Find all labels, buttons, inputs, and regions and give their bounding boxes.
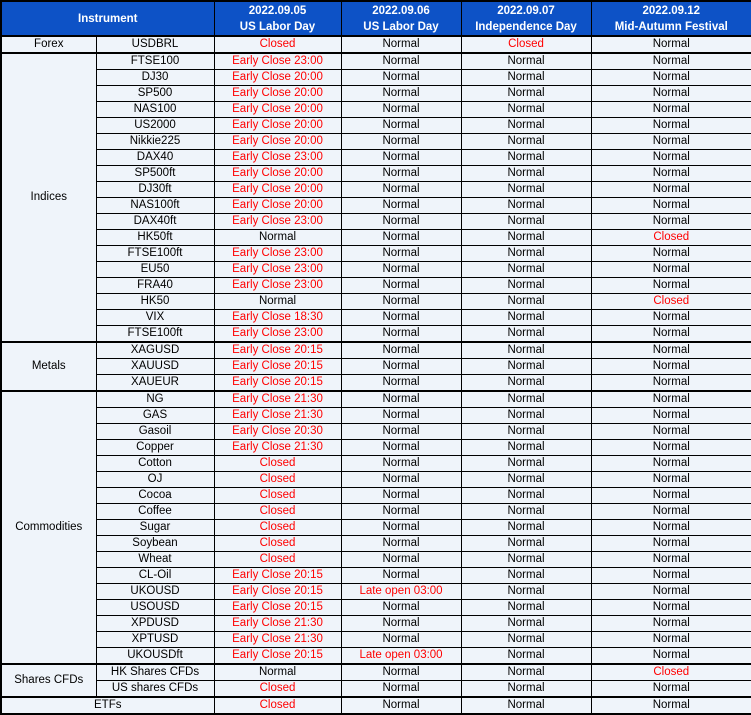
instrument-cell: HK Shares CFDs	[96, 664, 214, 681]
status-cell-normal: Normal	[341, 230, 461, 246]
status-cell-normal: Normal	[591, 310, 751, 326]
table-row	[1, 310, 751, 326]
table-row	[1, 102, 751, 118]
status-cell-normal: Normal	[461, 53, 591, 70]
status-cell-special: Early Close 20:00	[214, 70, 341, 86]
table-row	[1, 294, 751, 310]
table-row	[1, 488, 751, 504]
status-cell-normal: Normal	[461, 536, 591, 552]
column-header-date	[341, 1, 461, 36]
status-cell-special: Closed	[214, 697, 341, 714]
table-row	[1, 584, 751, 600]
status-cell-special: Closed	[214, 552, 341, 568]
status-cell-special: Early Close 23:00	[214, 262, 341, 278]
table-row	[1, 568, 751, 584]
instrument-cell: DAX40	[96, 150, 214, 166]
status-cell-normal: Normal	[591, 36, 751, 53]
status-cell-normal: Normal	[461, 391, 591, 408]
status-cell-special: Early Close 21:30	[214, 408, 341, 424]
category-cell: Indices	[1, 53, 96, 342]
status-cell-special: Early Close 20:15	[214, 584, 341, 600]
status-cell-normal: Normal	[461, 86, 591, 102]
status-cell-normal: Normal	[341, 134, 461, 150]
table-row	[1, 552, 751, 568]
table-row	[1, 278, 751, 294]
instrument-cell: UKOUSDft	[96, 648, 214, 665]
table-header	[1, 1, 751, 36]
status-cell-normal: Normal	[591, 118, 751, 134]
status-cell-normal: Normal	[461, 632, 591, 648]
status-cell-normal: Normal	[591, 70, 751, 86]
status-cell-normal: Normal	[591, 391, 751, 408]
table-row	[1, 342, 751, 359]
table-row	[1, 118, 751, 134]
status-cell-normal: Normal	[591, 150, 751, 166]
table-row	[1, 150, 751, 166]
status-cell-normal: Normal	[341, 359, 461, 375]
instrument-cell: EU50	[96, 262, 214, 278]
status-cell-normal: Normal	[461, 552, 591, 568]
status-cell-normal: Normal	[591, 681, 751, 698]
status-cell-special: Closed	[214, 36, 341, 53]
status-cell-normal: Normal	[341, 182, 461, 198]
status-cell-special: Early Close 23:00	[214, 278, 341, 294]
instrument-cell: OJ	[96, 472, 214, 488]
status-cell-normal: Normal	[341, 424, 461, 440]
status-cell-normal: Normal	[591, 262, 751, 278]
table-row	[1, 408, 751, 424]
table-row	[1, 456, 751, 472]
status-cell-special: Early Close 23:00	[214, 150, 341, 166]
status-cell-normal: Normal	[341, 681, 461, 698]
status-cell-normal: Normal	[591, 488, 751, 504]
instrument-cell: NG	[96, 391, 214, 408]
status-cell-normal: Normal	[341, 70, 461, 86]
table-row	[1, 359, 751, 375]
table-row	[1, 440, 751, 456]
status-cell-special: Early Close 20:15	[214, 648, 341, 665]
table-row	[1, 182, 751, 198]
status-cell-normal: Normal	[591, 375, 751, 392]
status-cell-special: Closed	[591, 294, 751, 310]
status-cell-special: Early Close 23:00	[214, 326, 341, 343]
status-cell-normal: Normal	[461, 310, 591, 326]
status-cell-normal: Normal	[591, 408, 751, 424]
status-cell-special: Early Close 23:00	[214, 53, 341, 70]
status-cell-normal: Normal	[341, 166, 461, 182]
status-cell-normal: Normal	[461, 198, 591, 214]
status-cell-normal: Normal	[461, 440, 591, 456]
instrument-cell: NAS100ft	[96, 198, 214, 214]
status-cell-normal: Normal	[341, 568, 461, 584]
instrument-cell: FTSE100	[96, 53, 214, 70]
status-cell-normal: Normal	[461, 616, 591, 632]
header-holiday-label: US Labor Day	[239, 20, 316, 33]
category-cell: ETFs	[1, 697, 214, 714]
table-row	[1, 648, 751, 665]
header-date-label: 2022.09.07	[497, 4, 555, 17]
instrument-cell: XPDUSD	[96, 616, 214, 632]
status-cell-normal: Normal	[341, 391, 461, 408]
instrument-cell: USOUSD	[96, 600, 214, 616]
instrument-cell: DAX40ft	[96, 214, 214, 230]
status-cell-normal: Normal	[341, 472, 461, 488]
instrument-cell: DJ30ft	[96, 182, 214, 198]
instrument-cell: Soybean	[96, 536, 214, 552]
header-row	[1, 1, 751, 36]
column-header-date	[591, 1, 751, 36]
status-cell-normal: Normal	[461, 262, 591, 278]
status-cell-special: Early Close 20:00	[214, 102, 341, 118]
status-cell-special: Early Close 21:30	[214, 632, 341, 648]
category-cell: Forex	[1, 36, 96, 53]
table-row	[1, 697, 751, 714]
status-cell-special: Early Close 21:30	[214, 616, 341, 632]
status-cell-normal: Normal	[341, 326, 461, 343]
status-cell-normal: Normal	[461, 568, 591, 584]
status-cell-special: Closed	[214, 681, 341, 698]
status-cell-special: Closed	[214, 520, 341, 536]
table-row	[1, 681, 751, 698]
status-cell-normal: Normal	[341, 632, 461, 648]
instrument-cell: CL-Oil	[96, 568, 214, 584]
status-cell-special: Early Close 20:00	[214, 198, 341, 214]
status-cell-normal: Normal	[591, 342, 751, 359]
status-cell-normal: Normal	[461, 230, 591, 246]
status-cell-normal: Normal	[461, 697, 591, 714]
instrument-cell: GAS	[96, 408, 214, 424]
status-cell-normal: Normal	[591, 504, 751, 520]
instrument-cell: DJ30	[96, 70, 214, 86]
status-cell-normal: Normal	[214, 230, 341, 246]
status-cell-normal: Normal	[341, 600, 461, 616]
status-cell-normal: Normal	[341, 118, 461, 134]
status-cell-normal: Normal	[461, 359, 591, 375]
status-cell-special: Closed	[214, 488, 341, 504]
instrument-cell: US2000	[96, 118, 214, 134]
status-cell-normal: Normal	[461, 600, 591, 616]
status-cell-normal: Normal	[461, 70, 591, 86]
status-cell-normal: Normal	[591, 552, 751, 568]
status-cell-normal: Normal	[341, 342, 461, 359]
status-cell-normal: Normal	[591, 472, 751, 488]
status-cell-normal: Normal	[341, 488, 461, 504]
status-cell-special: Early Close 20:00	[214, 118, 341, 134]
table-row	[1, 664, 751, 681]
status-cell-special: Early Close 21:30	[214, 391, 341, 408]
table-row	[1, 472, 751, 488]
category-cell: Commodities	[1, 391, 96, 664]
status-cell-special: Early Close 23:00	[214, 246, 341, 262]
instrument-cell: XAUEUR	[96, 375, 214, 392]
status-cell-special: Early Close 21:30	[214, 440, 341, 456]
instrument-cell: Wheat	[96, 552, 214, 568]
status-cell-normal: Normal	[591, 456, 751, 472]
header-holiday-label: US Labor Day	[363, 20, 439, 33]
instrument-cell: UKOUSD	[96, 584, 214, 600]
table-row	[1, 616, 751, 632]
status-cell-normal: Normal	[591, 182, 751, 198]
table-row	[1, 391, 751, 408]
status-cell-special: Early Close 20:15	[214, 342, 341, 359]
column-header-date	[461, 1, 591, 36]
status-cell-normal: Normal	[341, 616, 461, 632]
status-cell-normal: Normal	[461, 278, 591, 294]
status-cell-special: Closed	[591, 230, 751, 246]
status-cell-normal: Normal	[461, 648, 591, 665]
category-cell: Metals	[1, 342, 96, 391]
instrument-cell: FTSE100ft	[96, 326, 214, 343]
table-row	[1, 36, 751, 53]
table-row	[1, 166, 751, 182]
status-cell-normal: Normal	[341, 536, 461, 552]
status-cell-normal: Normal	[461, 246, 591, 262]
instrument-cell: SP500ft	[96, 166, 214, 182]
status-cell-normal: Normal	[461, 326, 591, 343]
instrument-cell: HK50	[96, 294, 214, 310]
status-cell-special: Early Close 18:30	[214, 310, 341, 326]
status-cell-normal: Normal	[461, 681, 591, 698]
instrument-cell: XAUUSD	[96, 359, 214, 375]
status-cell-normal: Normal	[341, 440, 461, 456]
status-cell-normal: Normal	[461, 584, 591, 600]
status-cell-normal: Normal	[591, 632, 751, 648]
status-cell-normal: Normal	[341, 375, 461, 392]
instrument-cell: XPTUSD	[96, 632, 214, 648]
status-cell-normal: Normal	[341, 246, 461, 262]
status-cell-normal: Normal	[461, 214, 591, 230]
table-row	[1, 86, 751, 102]
status-cell-normal: Normal	[461, 456, 591, 472]
status-cell-special: Closed	[214, 472, 341, 488]
status-cell-special: Early Close 20:00	[214, 134, 341, 150]
status-cell-normal: Normal	[591, 520, 751, 536]
status-cell-normal: Normal	[461, 294, 591, 310]
category-cell: Shares CFDs	[1, 664, 96, 697]
table-row	[1, 262, 751, 278]
instrument-cell: Copper	[96, 440, 214, 456]
status-cell-normal: Normal	[461, 664, 591, 681]
status-cell-normal: Normal	[341, 552, 461, 568]
instrument-cell: FTSE100ft	[96, 246, 214, 262]
status-cell-normal: Normal	[591, 568, 751, 584]
status-cell-normal: Normal	[591, 536, 751, 552]
status-cell-special: Closed	[591, 664, 751, 681]
header-date-label: 2022.09.12	[642, 4, 701, 17]
status-cell-special: Closed	[214, 536, 341, 552]
status-cell-normal: Normal	[461, 134, 591, 150]
status-cell-special: Closed	[461, 36, 591, 53]
status-cell-normal: Normal	[591, 616, 751, 632]
status-cell-normal: Normal	[591, 359, 751, 375]
status-cell-special: Early Close 20:00	[214, 182, 341, 198]
status-cell-normal: Normal	[461, 520, 591, 536]
instrument-cell: Gasoil	[96, 424, 214, 440]
table-row	[1, 504, 751, 520]
status-cell-special: Early Close 23:00	[214, 214, 341, 230]
status-cell-normal: Normal	[214, 664, 341, 681]
status-cell-normal: Normal	[341, 86, 461, 102]
status-cell-normal: Normal	[591, 246, 751, 262]
table-row	[1, 600, 751, 616]
header-holiday-label: Mid-Autumn Festival	[614, 20, 728, 33]
status-cell-normal: Normal	[591, 424, 751, 440]
status-cell-normal: Normal	[341, 294, 461, 310]
header-holiday-label: Independence Day	[475, 20, 577, 33]
instrument-cell: Cotton	[96, 456, 214, 472]
status-cell-normal: Normal	[461, 504, 591, 520]
status-cell-normal: Normal	[341, 456, 461, 472]
instrument-cell: Coffee	[96, 504, 214, 520]
status-cell-normal: Normal	[461, 102, 591, 118]
status-cell-normal: Normal	[461, 150, 591, 166]
instrument-cell: US shares CFDs	[96, 681, 214, 698]
status-cell-special: Closed	[214, 504, 341, 520]
status-cell-normal: Normal	[591, 214, 751, 230]
instrument-cell: Cocoa	[96, 488, 214, 504]
instrument-cell: Nikkie225	[96, 134, 214, 150]
status-cell-normal: Normal	[461, 408, 591, 424]
status-cell-normal: Normal	[591, 86, 751, 102]
status-cell-normal: Normal	[591, 102, 751, 118]
table-body	[1, 36, 751, 714]
instrument-cell: VIX	[96, 310, 214, 326]
instrument-cell: USDBRL	[96, 36, 214, 53]
status-cell-normal: Normal	[591, 198, 751, 214]
status-cell-normal: Normal	[591, 326, 751, 343]
status-cell-normal: Normal	[461, 118, 591, 134]
status-cell-normal: Normal	[461, 342, 591, 359]
table-row	[1, 632, 751, 648]
table-row	[1, 326, 751, 343]
status-cell-normal: Normal	[591, 134, 751, 150]
status-cell-normal: Normal	[461, 488, 591, 504]
table-row	[1, 53, 751, 70]
instrument-cell: SP500	[96, 86, 214, 102]
instrument-column-header: Instrument	[1, 1, 214, 36]
table-row	[1, 536, 751, 552]
status-cell-normal: Normal	[461, 182, 591, 198]
instrument-cell: HK50ft	[96, 230, 214, 246]
status-cell-special: Early Close 20:15	[214, 600, 341, 616]
status-cell-normal: Normal	[341, 214, 461, 230]
status-cell-special: Early Close 20:15	[214, 568, 341, 584]
table-row	[1, 214, 751, 230]
table-row	[1, 375, 751, 392]
table-row	[1, 198, 751, 214]
status-cell-normal: Normal	[591, 584, 751, 600]
status-cell-normal: Normal	[341, 520, 461, 536]
status-cell-normal: Normal	[341, 697, 461, 714]
status-cell-normal: Normal	[341, 310, 461, 326]
status-cell-normal: Normal	[341, 150, 461, 166]
instrument-cell: NAS100	[96, 102, 214, 118]
status-cell-normal: Normal	[461, 472, 591, 488]
status-cell-normal: Normal	[341, 664, 461, 681]
status-cell-special: Early Close 20:15	[214, 375, 341, 392]
status-cell-normal: Normal	[591, 278, 751, 294]
status-cell-special: Closed	[214, 456, 341, 472]
status-cell-normal: Normal	[591, 53, 751, 70]
status-cell-normal: Normal	[591, 697, 751, 714]
status-cell-normal: Normal	[341, 198, 461, 214]
table-row	[1, 520, 751, 536]
status-cell-normal: Normal	[341, 408, 461, 424]
status-cell-normal: Normal	[341, 53, 461, 70]
table-row	[1, 230, 751, 246]
status-cell-normal: Normal	[591, 600, 751, 616]
status-cell-special: Early Close 20:00	[214, 86, 341, 102]
table-row	[1, 134, 751, 150]
status-cell-special: Late open 03:00	[341, 584, 461, 600]
status-cell-normal: Normal	[591, 166, 751, 182]
status-cell-normal: Normal	[461, 375, 591, 392]
status-cell-special: Late open 03:00	[341, 648, 461, 665]
status-cell-normal: Normal	[591, 440, 751, 456]
status-cell-normal: Normal	[341, 262, 461, 278]
status-cell-normal: Normal	[341, 36, 461, 53]
status-cell-normal: Normal	[214, 294, 341, 310]
instrument-cell: FRA40	[96, 278, 214, 294]
header-date-label: 2022.09.06	[372, 4, 430, 17]
status-cell-special: Early Close 20:15	[214, 359, 341, 375]
table-row	[1, 70, 751, 86]
status-cell-normal: Normal	[341, 504, 461, 520]
status-cell-normal: Normal	[461, 424, 591, 440]
status-cell-normal: Normal	[461, 166, 591, 182]
status-cell-normal: Normal	[591, 648, 751, 665]
status-cell-normal: Normal	[341, 102, 461, 118]
instrument-cell: XAGUSD	[96, 342, 214, 359]
header-date-label: 2022.09.05	[248, 4, 307, 17]
instrument-cell: Sugar	[96, 520, 214, 536]
status-cell-normal: Normal	[341, 278, 461, 294]
status-cell-special: Early Close 20:30	[214, 424, 341, 440]
table-row	[1, 424, 751, 440]
table-row	[1, 246, 751, 262]
status-cell-special: Early Close 20:00	[214, 166, 341, 182]
column-header-date	[214, 1, 341, 36]
